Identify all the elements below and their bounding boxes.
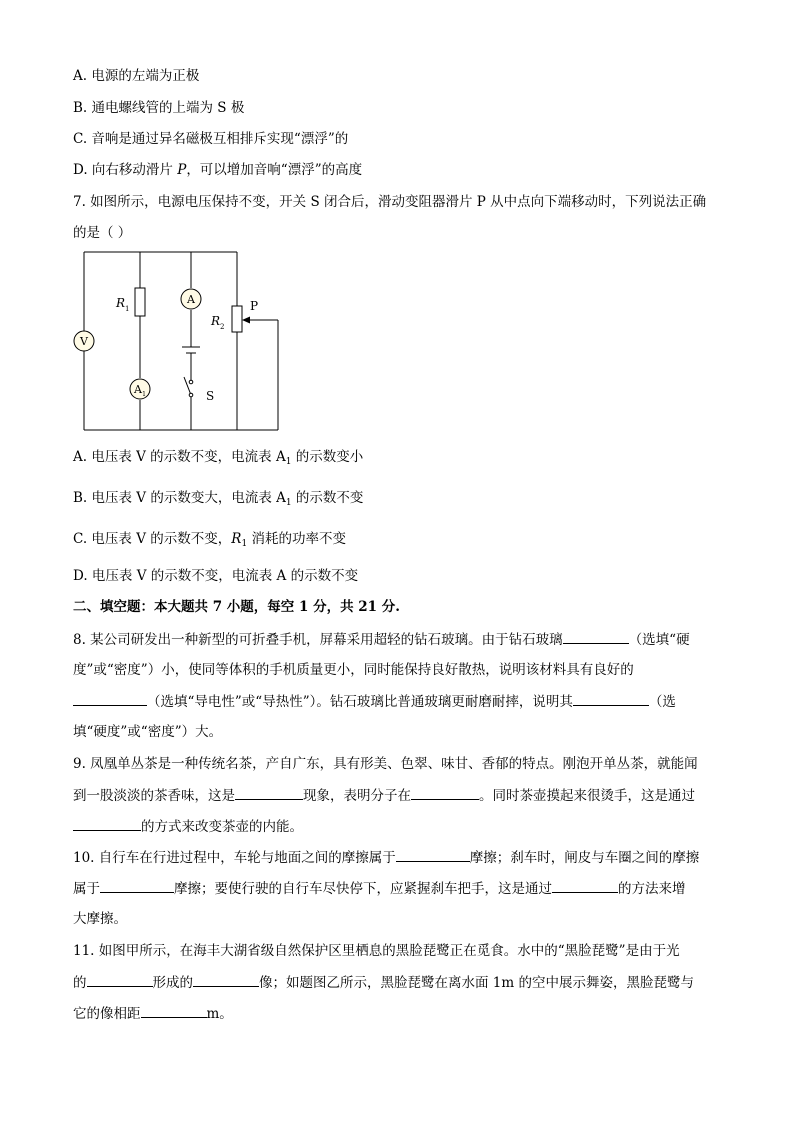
ammeter-a1 bbox=[130, 379, 150, 399]
q10-blank-1[interactable] bbox=[396, 847, 470, 862]
q7-option-c-text: C. 电压表 V 的示数不变， bbox=[73, 531, 232, 547]
q9-blank-1[interactable] bbox=[235, 785, 303, 800]
q6-option-a: A. 电源的左端为正极 bbox=[73, 68, 200, 84]
q7-option-c-var: R bbox=[231, 531, 242, 547]
q6-option-d-text: D. 向右移动滑片 bbox=[73, 162, 178, 178]
q10-line1-text: 10. 自行车在行进过程中，车轮与地面之间的摩擦属于 bbox=[73, 850, 396, 866]
q11-blank-2[interactable] bbox=[193, 972, 259, 987]
q10-line2-mid: 摩擦；要使行驶的自行车尽快停下，应紧握刹车把手，这是通过 bbox=[174, 881, 552, 897]
q7-option-b-text: B. 电压表 V 的示数变大，电流表 A bbox=[73, 490, 286, 506]
s-label: S bbox=[206, 389, 215, 403]
q11-line2 bbox=[73, 972, 694, 993]
q7-option-b-sub: 1 bbox=[285, 498, 292, 508]
q10-blank-3[interactable] bbox=[552, 878, 618, 893]
resistor-r2 bbox=[232, 306, 242, 332]
switch-contact-bottom bbox=[189, 393, 193, 397]
q6-option-d bbox=[73, 160, 362, 180]
q7-option-d: D. 电压表 V 的示数不变，电流表 A 的示数不变 bbox=[73, 568, 359, 584]
q11-blank-3[interactable] bbox=[141, 1003, 207, 1018]
r2-subscript: 2 bbox=[220, 323, 225, 331]
q9-line1: 9. 凤凰单丛茶是一种传统名茶，产自广东，具有形美、色翠、味甘、香郁的特点。刚泡开单丛茶，就能闻 bbox=[73, 756, 698, 772]
section2-heading: 二、填空题：本大题共 7 小题，每空 1 分，共 21 分. bbox=[73, 599, 400, 615]
q6-option-b: B. 通电螺线管的上端为 S 极 bbox=[73, 100, 245, 116]
q7-option-b-rest: 的示数不变 bbox=[291, 490, 364, 506]
q10-line2-rest: 的方法来增 bbox=[618, 881, 686, 897]
q6-option-c: C. 音响是通过异名磁极互相排斥实现“漂浮”的 bbox=[73, 131, 349, 147]
q9-line2 bbox=[73, 785, 695, 806]
q7-option-c-rest: 消耗的功率不变 bbox=[247, 531, 346, 547]
q11-blank-1[interactable] bbox=[87, 972, 153, 987]
q9-line2-text: 到一股淡淡的茶香味，这是 bbox=[73, 788, 235, 804]
q8-line3-rest: （选 bbox=[648, 694, 676, 710]
q10-line3: 大摩擦。 bbox=[73, 911, 127, 927]
q7-option-b bbox=[73, 488, 363, 513]
q8-line3 bbox=[73, 691, 676, 712]
q9-line2-rest: 。同时茶壶摸起来很烫手，这是通过 bbox=[479, 788, 695, 804]
r2-label: R bbox=[211, 314, 221, 328]
q11-line2-rest: 像；如题图乙所示，黑脸琵鹭在离水面 1m 的空中展示舞姿，黑脸琵鹭与 bbox=[259, 975, 694, 991]
q10-blank-2[interactable] bbox=[100, 878, 174, 893]
q7-option-a-text: A. 电压表 V 的示数不变，电流表 A bbox=[73, 449, 286, 465]
q7-option-c-sub: 1 bbox=[241, 539, 248, 549]
q7-option-a bbox=[73, 447, 363, 472]
q6-option-d-rest: ，可以增加音响“漂浮”的高度 bbox=[186, 162, 363, 178]
q8-line2: 度”或“密度”）小，使同等体积的手机质量更小，同时能保持良好散热，说明该材料具有良好的 bbox=[73, 662, 634, 678]
q8-line1-rest: （选填“硬 bbox=[628, 632, 690, 648]
q7-stem-line1: 7. 如图所示，电源电压保持不变，开关 S 闭合后，滑动变阻器滑片 P 从中点向下端移动时，下列说法正确 bbox=[73, 194, 707, 210]
q7-circuit-diagram bbox=[70, 240, 280, 440]
q11-line3-text: 它的像相距 bbox=[73, 1006, 141, 1022]
p-label: P bbox=[250, 299, 259, 313]
r1-subscript: 1 bbox=[125, 305, 130, 313]
q10-line2 bbox=[73, 878, 686, 899]
q7-stem-line2: 的是（ ） bbox=[73, 225, 132, 241]
q8-line4: 填“硬度”或“密度”）大。 bbox=[73, 724, 223, 740]
q11-line2-text: 的 bbox=[73, 975, 87, 991]
q9-line3 bbox=[73, 816, 303, 837]
q11-line2-mid: 形成的 bbox=[152, 975, 193, 991]
q8-blank-2[interactable] bbox=[73, 691, 147, 706]
r1-label: R bbox=[116, 296, 126, 310]
q9-blank-2[interactable] bbox=[411, 785, 479, 800]
ammeter-a1-letter: A bbox=[134, 383, 142, 396]
q8-line3-text: （选填“导电性”或“导热性”）。钻石玻璃比普通玻璃更耐磨耐摔，说明其 bbox=[147, 694, 573, 710]
voltmeter-label: V bbox=[80, 335, 88, 348]
q9-line3-text: 的方式来改变茶壶的内能。 bbox=[141, 819, 303, 835]
q8-blank-3[interactable] bbox=[573, 691, 649, 706]
q10-line2-text: 属于 bbox=[73, 881, 100, 897]
q10-line1 bbox=[73, 847, 699, 868]
q10-line1-rest: 摩擦；刹车时，闸皮与车圈之间的摩擦 bbox=[469, 850, 700, 866]
q8-blank-1[interactable] bbox=[563, 629, 629, 644]
q8-line1 bbox=[73, 629, 690, 650]
ammeter-a-label: A bbox=[187, 293, 195, 306]
voltmeter-v bbox=[74, 331, 94, 351]
slider-p-arrow bbox=[242, 317, 250, 324]
q8-line1-text: 8. 某公司研发出一种新型的可折叠手机，屏幕采用超轻的钻石玻璃。由于钻石玻璃 bbox=[73, 632, 563, 648]
resistor-r1 bbox=[135, 288, 145, 316]
q7-option-c bbox=[73, 529, 346, 554]
q9-blank-3[interactable] bbox=[73, 816, 141, 831]
q6-option-d-var: P bbox=[177, 162, 187, 178]
q11-line1: 11. 如图甲所示，在海丰大湖省级自然保护区里栖息的黑脸琵鹭正在觅食。水中的“黑脸琵鹭”是由于光 bbox=[73, 943, 680, 959]
q9-line2-mid: 现象，表明分子在 bbox=[303, 788, 411, 804]
q11-line3-rest: m。 bbox=[206, 1006, 233, 1022]
ammeter-a bbox=[181, 289, 201, 309]
ammeter-a1-subscript: 1 bbox=[142, 391, 146, 398]
q7-option-a-sub: 1 bbox=[285, 457, 292, 467]
q11-line3 bbox=[73, 1003, 233, 1024]
q7-option-a-rest: 的示数变小 bbox=[291, 449, 364, 465]
switch-contact-top bbox=[189, 380, 193, 384]
